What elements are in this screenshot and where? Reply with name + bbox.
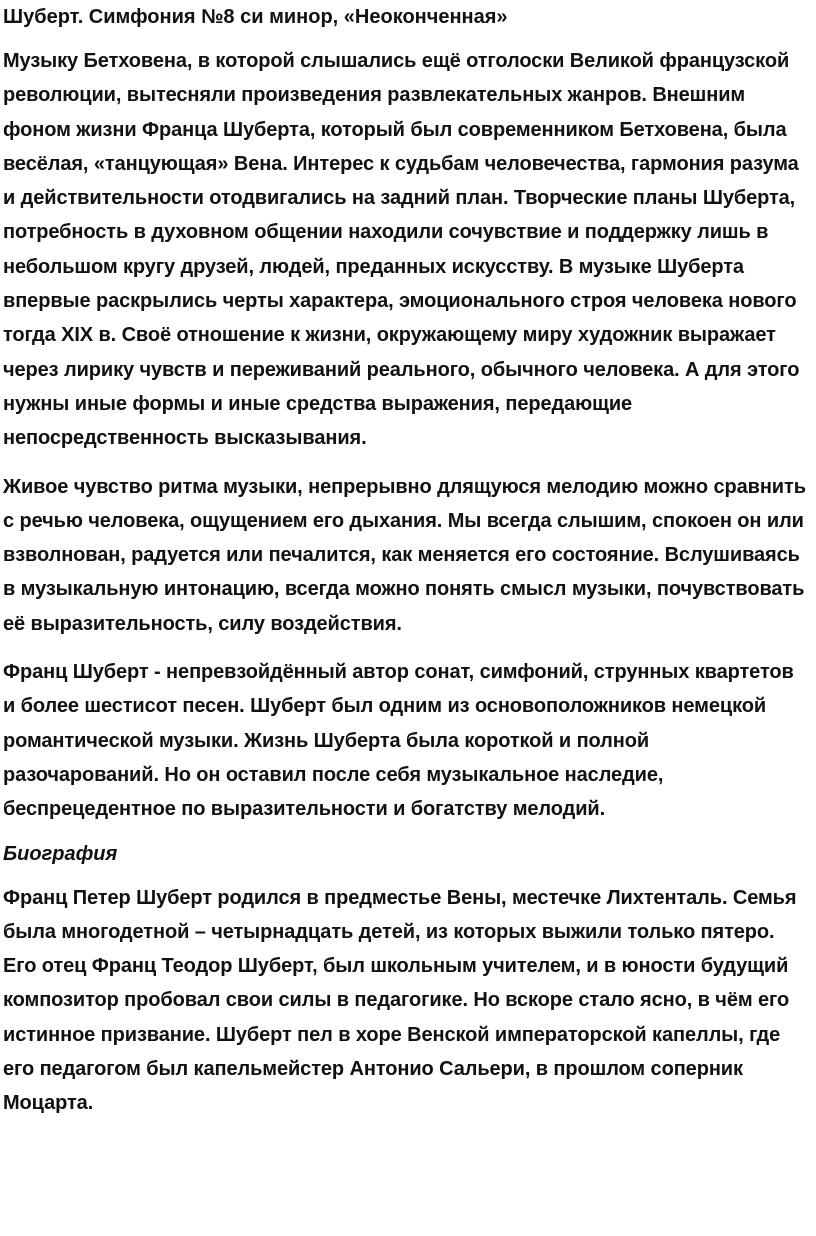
paragraph-biography: Франц Петер Шуберт родился в предместье Вены, местечке Лихтенталь. Семья была многодетной – четырнадцать детей, из которых выжили только пятеро. Его отец Франц Теодор Шуберт, был школьным учителем, и в юности будущий композитор пробовал свои силы в педагогике. Но вскоре стало ясно, в чём его истинное призвание. Шуберт пел в хоре Венской императорской капеллы, где его педагогом был капельмейстер Антонио Сальери, в прошлом соперник Моцарта. xyxy=(3,886,797,1115)
paragraph-intro: Музыку Бетховена, в которой слышались ещё отголоски Великой французской революции, вытесняли произведения развлекательных жанров. Внешним фоном жизни Франца Шуберта, который был современником Бетховена, была весёлая, «танцующая» Вена. Интерес к судьбам человечества, гармония разума и действительности отодвигались на задний план. Творческие планы Шуберта, потребность в духовном общении находили сочувствие и поддержку лишь в небольшом кругу друзей, людей, преданных искусству. В музыке Шуберта впервые раскрылись черты характера, эмоционального строя человека нового тогда XIX в. Своё отношение к жизни, окружающему миру художник выражает через лирику чувств и переживаний реального, обычного человека. А для этого нужны иные формы и иные средства выражения, передающие непосредственность высказывания. xyxy=(3,50,800,450)
paragraph-rhythm: Живое чувство ритма музыки, непрерывно длящуюся мелодию можно сравнить с речью человека, ощущением его дыхания. Мы всегда слышим, спокоен он или взволнован, радуется или печалится, как меняется его состояние. Вслушиваясь в музыкальную интонацию, всегда можно понять смысл музыки, почувствовать её выразительность, силу воздействия. xyxy=(3,475,806,635)
document-title: Шуберт. Симфония №8 си минор, «Неоконченная» xyxy=(3,6,508,28)
paragraph-legacy: Франц Шуберт - непревзойдённый автор сонат, симфоний, струнных квартетов и более шестисот песен. Шуберт был одним из основоположников немецкой романтической музыки. Жизнь Шуберта была короткой и полной разочарований. Но он оставил после себя музыкальное наследие, беспрецедентное по выразительности и богатству мелодий. xyxy=(3,661,794,821)
section-heading-biography: Биография xyxy=(3,842,118,865)
